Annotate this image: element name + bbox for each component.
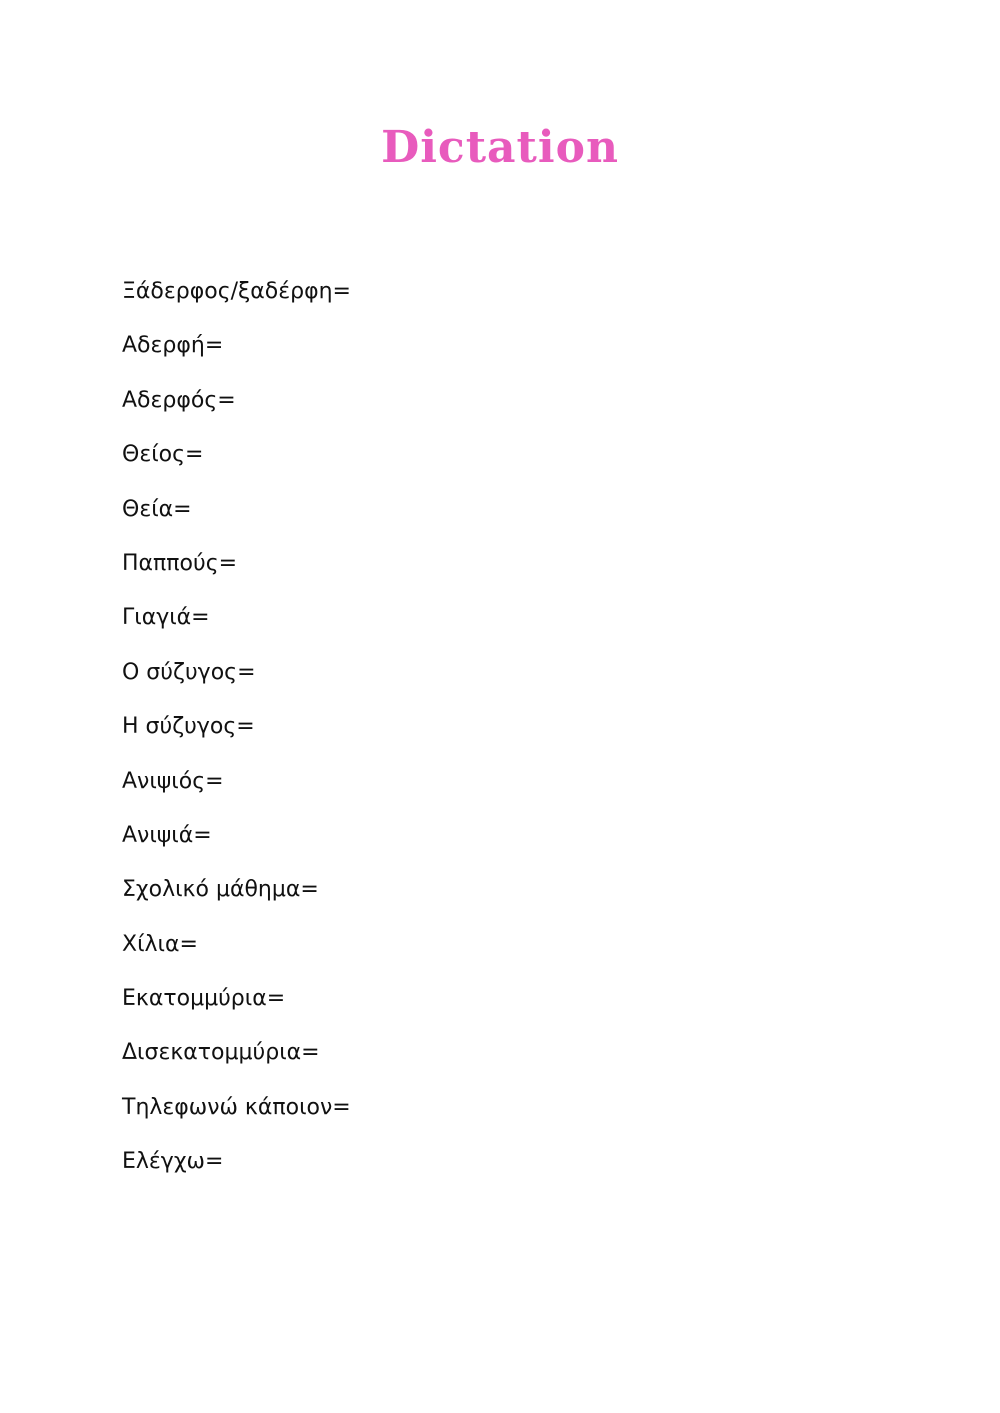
vocabulary-item: Γιαγιά= (122, 605, 210, 631)
vocabulary-item: Αδερφή= (122, 333, 224, 359)
vocabulary-item: Θεία= (122, 496, 192, 522)
vocabulary-item: Ο σύζυγος= (122, 659, 256, 685)
vocabulary-item: Δισεκατομμύρια= (122, 1040, 320, 1066)
vocabulary-item: Χίλια= (122, 931, 198, 957)
vocabulary-item: Σχολικό μάθημα= (122, 877, 319, 903)
vocabulary-list (122, 275, 351, 1200)
page-title: Dictation (381, 122, 619, 173)
vocabulary-item: Τηλεφωνώ κάποιον= (122, 1094, 351, 1120)
vocabulary-item: Ανιψιά= (122, 822, 212, 848)
vocabulary-item: Ανιψιός= (122, 768, 224, 794)
vocabulary-item: Ξάδερφος/ξαδέρφη= (122, 279, 351, 304)
vocabulary-item: Η σύζυγος= (122, 714, 255, 740)
vocabulary-item: Θείος= (122, 442, 204, 468)
vocabulary-item: Ελέγχω= (122, 1149, 224, 1175)
vocabulary-item: Εκατομμύρια= (122, 986, 286, 1012)
vocabulary-item: Παππούς= (122, 550, 238, 576)
vocabulary-item: Αδερφός= (122, 387, 236, 413)
